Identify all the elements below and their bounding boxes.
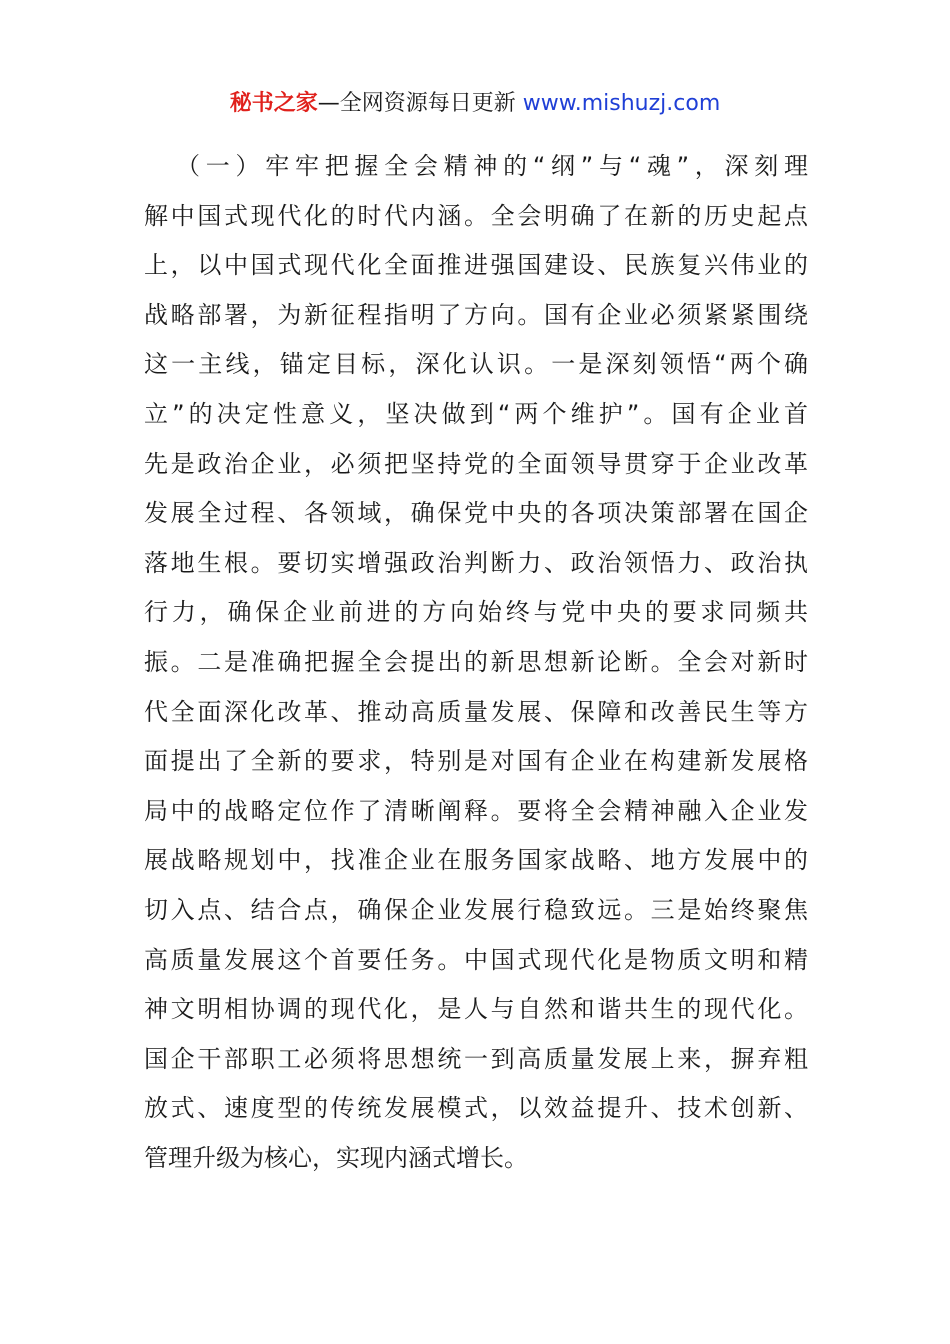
paragraph-line: 切入点、结合点，确保企业发展行稳致远。三是始终聚焦 xyxy=(144,895,808,924)
brand-name: 秘书之家 xyxy=(229,91,318,116)
paragraph-line: 落地生根。要切实增强政治判断力、政治领悟力、政治执 xyxy=(144,548,808,577)
paragraph-line: 振。二是准确把握全会提出的新思想新论断。全会对新时 xyxy=(144,647,808,676)
paragraph-line: 发展全过程、各领域，确保党中央的各项决策部署在国企 xyxy=(144,499,808,528)
paragraph-line: 解中国式现代化的时代内涵。全会明确了在新的历史起点 xyxy=(144,201,808,230)
paragraph-line: 高质量发展这个首要任务。中国式现代化是物质文明和精 xyxy=(144,945,808,974)
paragraph-line: 面提出了全新的要求，特别是对国有企业在构建新发展格 xyxy=(144,747,808,776)
paragraph-line: 代全面深化改革、推动高质量发展、保障和改善民生等方 xyxy=(144,697,808,726)
paragraph-line: 立”的决定性意义，坚决做到“两个维护”。国有企业首 xyxy=(144,399,808,428)
paragraph-line: 先是政治企业，必须把坚持党的全面领导贯穿于企业改革 xyxy=(144,449,808,478)
paragraph-line: 展战略规划中，找准企业在服务国家战略、地方发展中的 xyxy=(144,846,808,875)
paragraph-line: 放式、速度型的传统发展模式，以效益提升、技术创新、 xyxy=(144,1094,808,1123)
body-paragraph xyxy=(144,142,808,1183)
page-header xyxy=(0,88,950,120)
header-tagline: —全网资源每日更新 xyxy=(317,91,523,116)
paragraph-line: 行力，确保企业前进的方向始终与党中央的要求同频共 xyxy=(144,598,808,627)
paragraph-line: 局中的战略定位作了清晰阐释。要将全会精神融入企业发 xyxy=(144,796,808,825)
paragraph-line: 国企干部职工必须将思想统一到高质量发展上来，摒弃粗 xyxy=(144,1044,808,1073)
paragraph-line: 神文明相协调的现代化，是人与自然和谐共生的现代化。 xyxy=(144,995,808,1024)
paragraph-line: 管理升级为核心，实现内涵式增长。 xyxy=(144,1143,528,1172)
paragraph-line: 战略部署，为新征程指明了方向。国有企业必须紧紧围绕 xyxy=(144,300,808,329)
site-url-link[interactable]: www.mishuzj.com xyxy=(522,91,721,116)
paragraph-line: 上，以中国式现代化全面推进强国建设、民族复兴伟业的 xyxy=(144,251,808,280)
paragraph-line: 这一主线，锚定目标，深化认识。一是深刻领悟“两个确 xyxy=(144,350,808,379)
paragraph-line: （一）牢牢把握全会精神的“纲”与“魂”，深刻理 xyxy=(176,152,808,180)
